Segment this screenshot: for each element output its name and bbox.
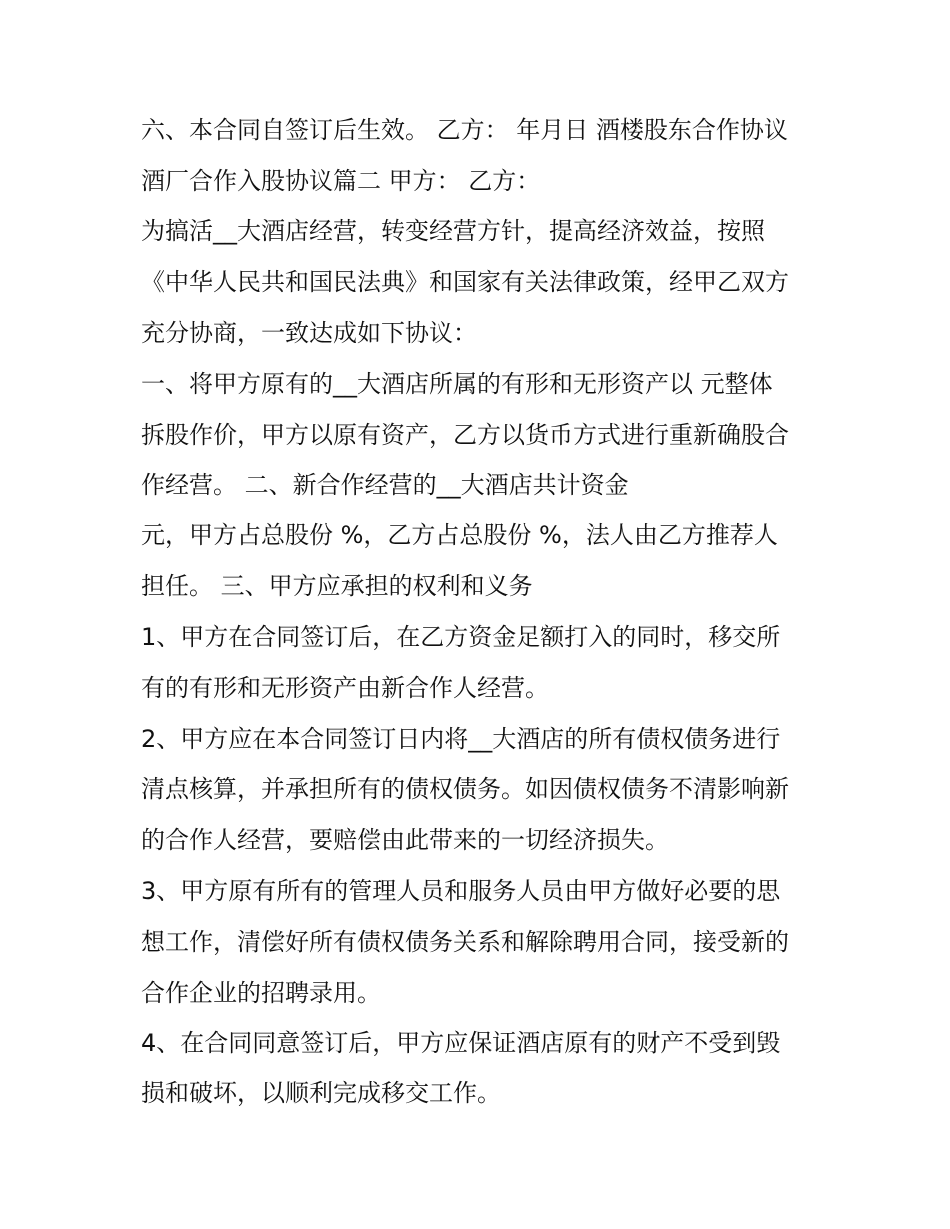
text-line: 有的有形和无形资产由新合作人经营。 bbox=[141, 674, 549, 702]
text-line: 想工作，清偿好所有债权债务关系和解除聘用合同，接受新的 bbox=[141, 928, 789, 956]
text-line: 拆股作价，甲方以原有资产，乙方以货币方式进行重新确股合 bbox=[141, 421, 789, 449]
text-line: 作经营。 二、新合作经营的__大酒店共计资金 bbox=[141, 471, 629, 499]
text-line: 六、本合同自签订后生效。 乙方： 年月日 酒楼股东合作协议 bbox=[141, 116, 788, 144]
text-line: 4、在合同同意签订后，甲方应保证酒店原有的财产不受到毁 bbox=[141, 1029, 781, 1057]
text-line: 2、甲方应在本合同签订日内将__大酒店的所有债权债务进行 bbox=[141, 725, 781, 753]
text-line: 损和破坏，以顺利完成移交工作。 bbox=[141, 1079, 501, 1107]
text-line: 《中华人民共和国民法典》和国家有关法律政策，经甲乙双方 bbox=[141, 268, 789, 296]
text-line: 1、甲方在合同签订后，在乙方资金足额打入的同时，移交所 bbox=[141, 623, 781, 651]
text-line: 清点核算，并承担所有的债权债务。如因债权债务不清影响新 bbox=[141, 775, 789, 803]
text-line: 3、甲方原有所有的管理人员和服务人员由甲方做好必要的思 bbox=[141, 877, 781, 905]
text-line: 充分协商，一致达成如下协议： bbox=[141, 319, 477, 347]
text-line: 为搞活__大酒店经营，转变经营方针，提高经济效益，按照 bbox=[141, 217, 765, 245]
text-line: 元，甲方占总股份 %，乙方占总股份 %，法人由乙方推荐人 bbox=[141, 521, 778, 549]
text-line: 酒厂合作入股协议篇二 甲方： 乙方： bbox=[141, 167, 541, 195]
text-line: 一、将甲方原有的__大酒店所属的有形和无形资产以 元整体 bbox=[141, 370, 773, 398]
text-line: 的合作人经营，要赔偿由此带来的一切经济损失。 bbox=[141, 826, 669, 854]
text-line: 担任。 三、甲方应承担的权利和义务 bbox=[141, 572, 533, 600]
text-line: 合作企业的招聘录用。 bbox=[141, 979, 381, 1007]
